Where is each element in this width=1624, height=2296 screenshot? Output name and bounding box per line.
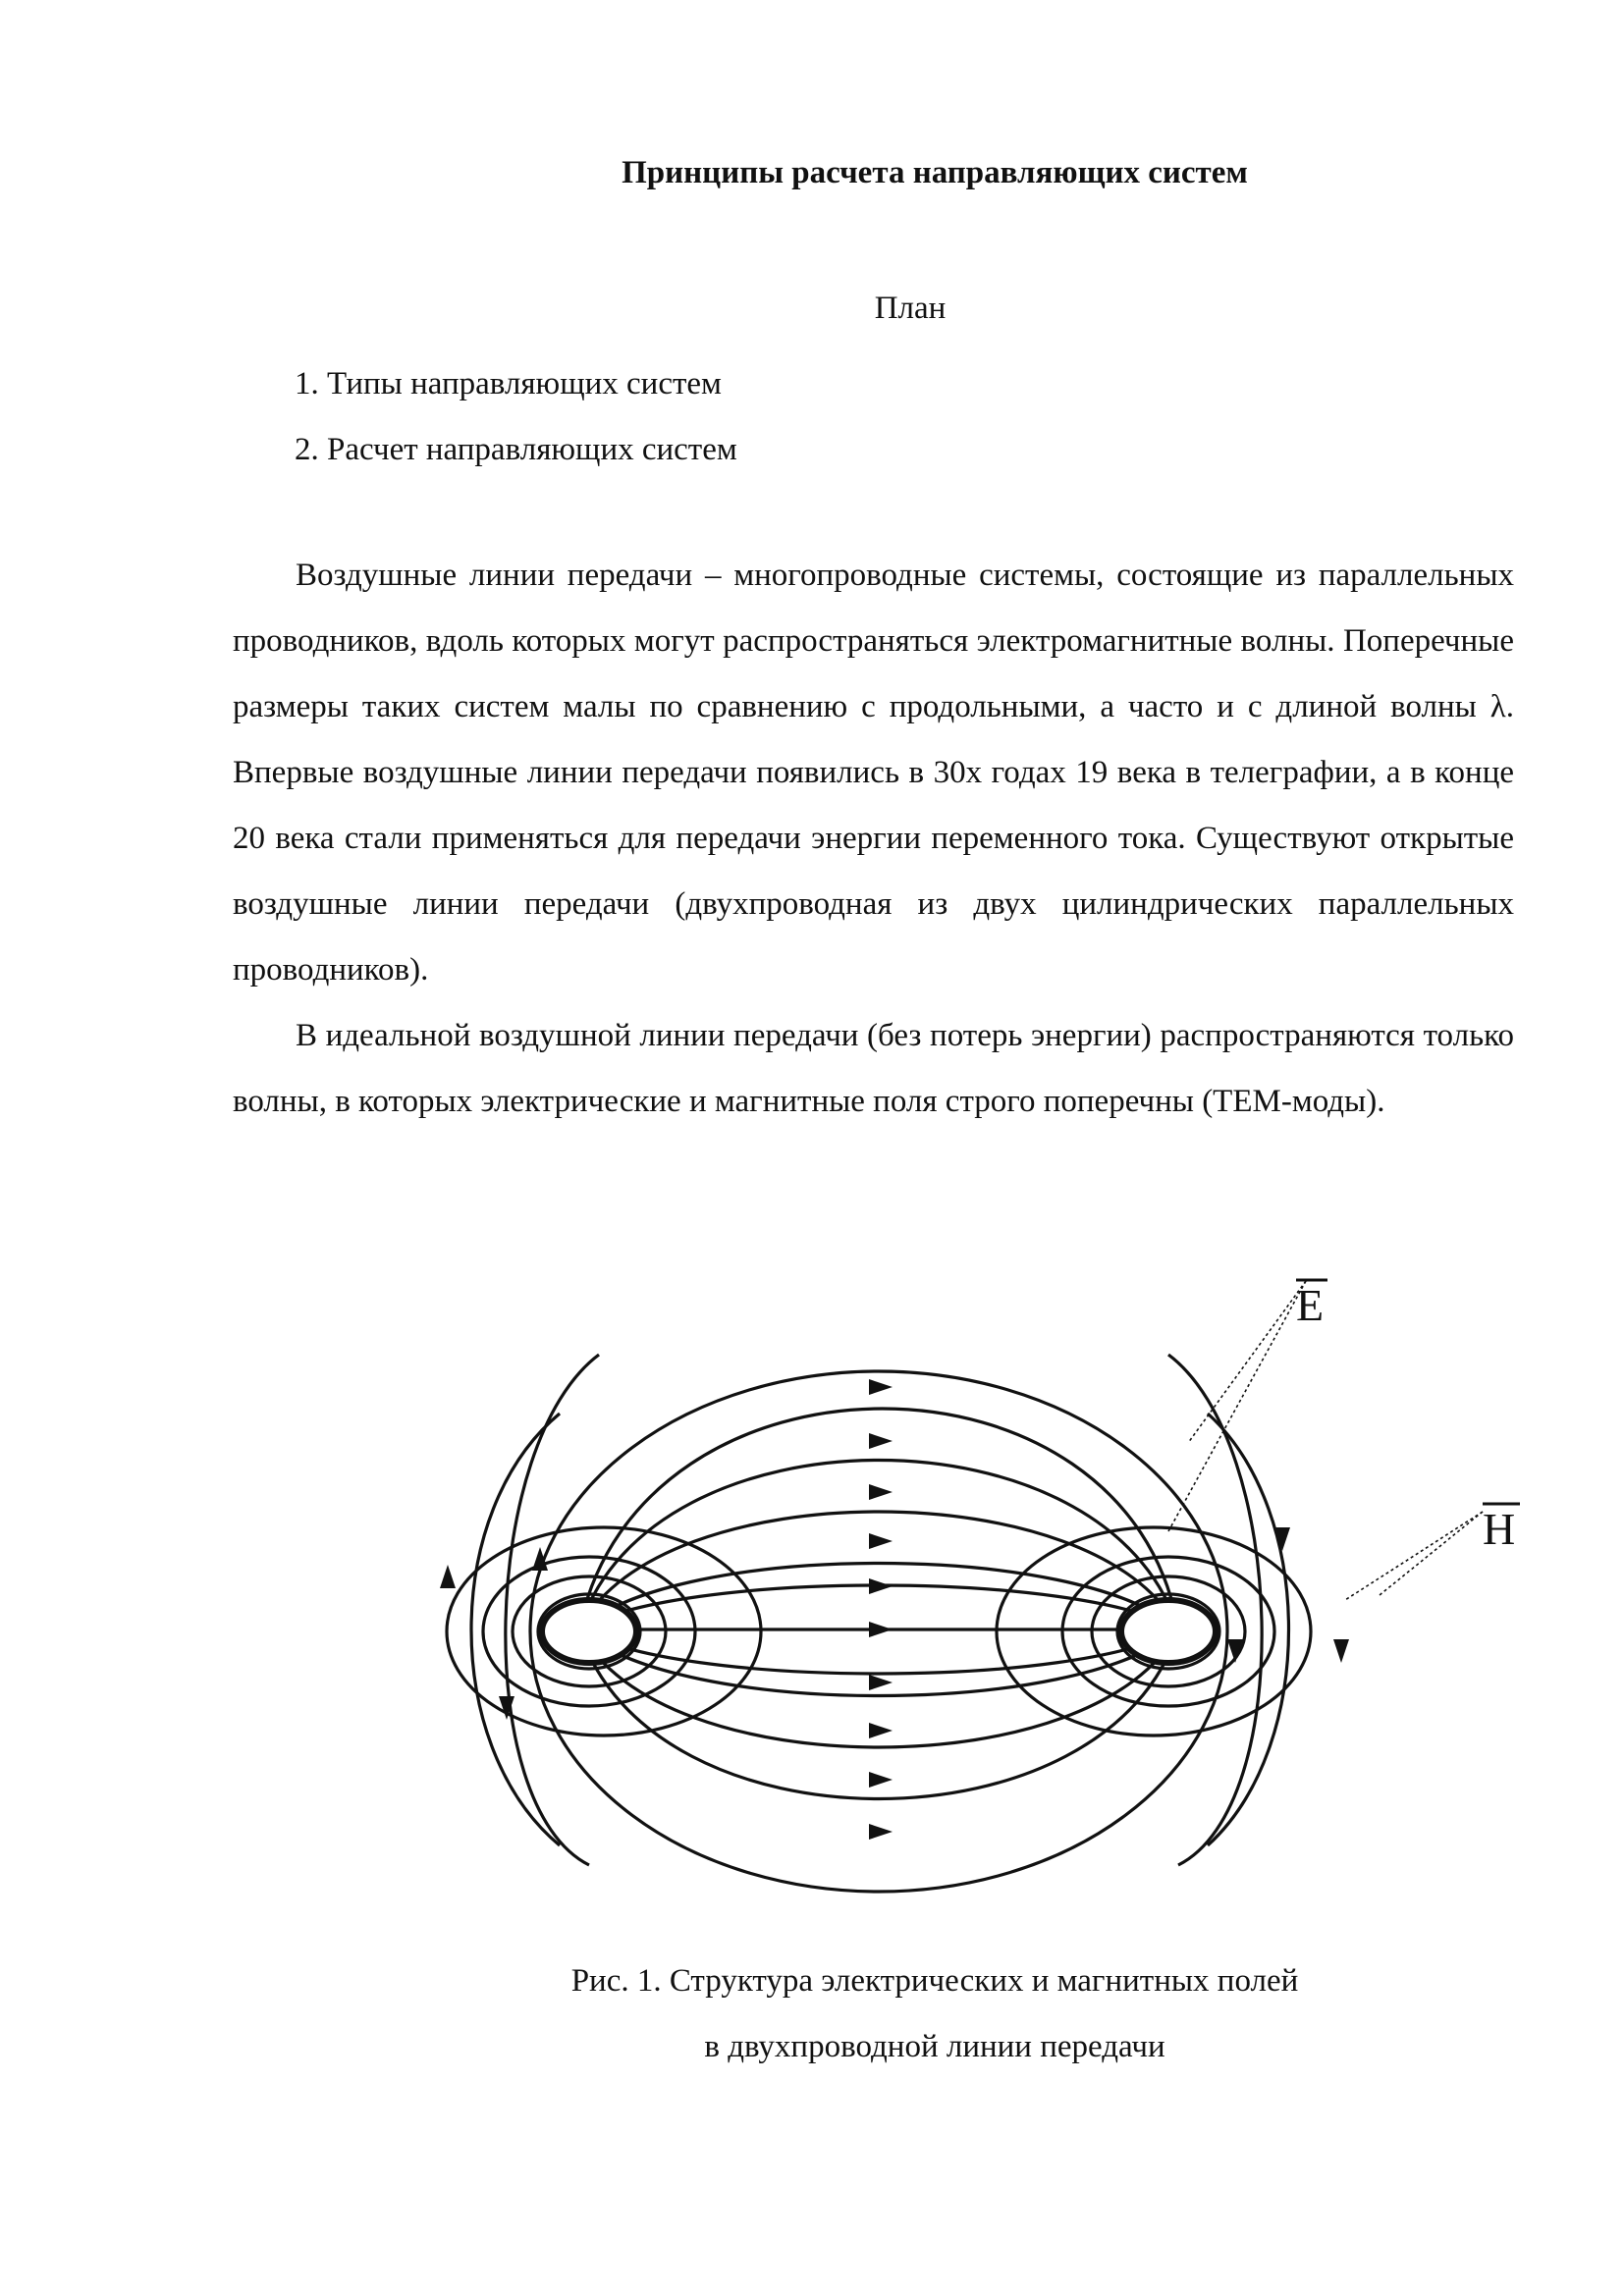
arrow-head <box>869 1622 893 1637</box>
plan-heading: План <box>874 291 947 326</box>
e-field-line <box>579 1585 1178 1629</box>
arrow-head <box>869 1484 893 1500</box>
arrow-head <box>869 1433 893 1449</box>
plan-item: 1. Типы направляющих систем <box>295 366 722 401</box>
caption-line-1: Рис. 1. Структура электрических и магнитных полей <box>570 1963 1299 1999</box>
right-conductor <box>1121 1600 1216 1663</box>
e-field-line <box>579 1629 1178 1674</box>
h-label: H <box>1483 1503 1516 1554</box>
arrow-head <box>869 1533 893 1549</box>
arrow-head <box>869 1772 893 1788</box>
arrow-head <box>869 1723 893 1738</box>
paragraph: Воздушные линии передачи – многопроводные системы, состоящие из параллельных проводников, вдоль которых могут распространяться электромагнитные волны. Поперечные размеры таких систем малы по сравнению с продольными, а часто и с длиной волны λ. Впервые воздушные линии передачи появились в 30х годах 19 века в телеграфии, а в конце 20 века стали применяться для передачи энергии переменного тока. Существуют открытые воздушные линии передачи (двухпроводная из двух цилиндрических параллельных проводников). <box>233 558 1514 988</box>
arrow-head <box>1333 1639 1349 1663</box>
left-conductor <box>542 1600 636 1663</box>
plan-item: 2. Расчет направляющих систем <box>295 432 737 467</box>
arrow-head <box>869 1824 893 1840</box>
e-leader-line <box>1188 1281 1306 1443</box>
page-title: Принципы расчета направляющих систем <box>622 155 1248 190</box>
figure-caption <box>0 1949 1624 2080</box>
e-field-line <box>579 1629 1178 1799</box>
arrow-head <box>869 1578 893 1594</box>
arrow-head <box>869 1379 893 1395</box>
body-text <box>233 543 1514 1135</box>
e-field-line <box>579 1564 1178 1630</box>
field-diagram <box>422 1276 1516 1885</box>
field-diagram-svg <box>422 1276 1516 1885</box>
h-leader-line <box>1345 1512 1483 1600</box>
paragraph: В идеальной воздушной линии передачи (без потерь энергии) распространяются только волны, в которых электрические и магнитные поля строго поперечны (ТЕМ-моды). <box>233 1018 1514 1119</box>
e-field-line <box>579 1512 1178 1629</box>
arrow-head <box>440 1565 456 1588</box>
e-leader-line <box>1168 1281 1306 1531</box>
plan-list <box>295 351 737 483</box>
h-leader-line <box>1380 1512 1483 1595</box>
e-label: E <box>1296 1279 1325 1330</box>
caption-line-2: в двухпроводной линии передачи <box>704 2029 1165 2064</box>
arrow-head <box>869 1675 893 1690</box>
